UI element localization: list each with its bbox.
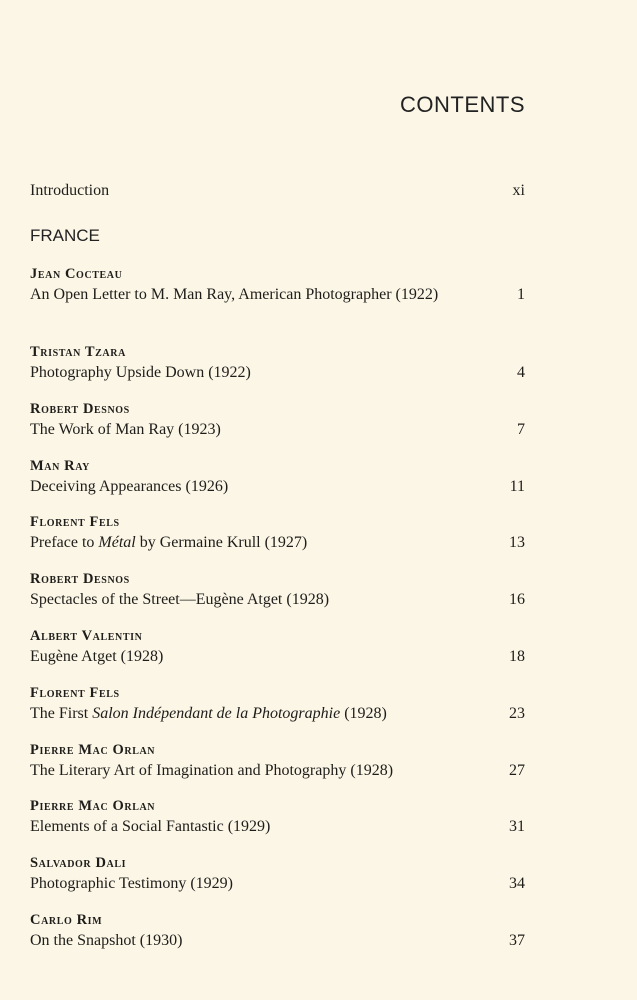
- toc-entry[interactable]: [30, 740, 525, 797]
- entry-title: An Open Letter to M. Man Ray, American Photographer (1922): [30, 286, 439, 303]
- toc-entry[interactable]: [30, 456, 525, 513]
- entry-author: Robert Desnos: [30, 400, 130, 417]
- entry-page: 4: [517, 364, 525, 381]
- introduction-label: Introduction: [30, 182, 110, 199]
- toc-entry[interactable]: [30, 910, 525, 967]
- entry-title: Photography Upside Down (1922): [30, 364, 251, 381]
- page-title: CONTENTS: [400, 92, 525, 117]
- entry-page: 18: [509, 647, 525, 665]
- entry-page: 11: [509, 477, 525, 495]
- entry-title: Photographic Testimony (1929): [30, 875, 234, 893]
- introduction-page: xi: [512, 182, 525, 199]
- entry-page: 23: [509, 704, 525, 722]
- entry-author: Florent Fels: [30, 514, 120, 531]
- toc-entry[interactable]: [30, 399, 525, 456]
- entry-author: Pierre Mac Orlan: [30, 798, 156, 815]
- entry-title: Eugène Atget (1928): [30, 647, 164, 665]
- toc-entry[interactable]: [30, 796, 525, 853]
- entry-title: Deceiving Appearances (1926): [30, 477, 229, 495]
- toc-entries: [30, 264, 525, 967]
- section-heading: FRANCE: [30, 226, 100, 245]
- toc-entry[interactable]: [30, 853, 525, 910]
- entry-author: Albert Valentin: [30, 627, 143, 644]
- entry-title: Spectacles of the Street—Eugène Atget (1928): [30, 591, 330, 609]
- entry-title: Elements of a Social Fantastic (1929): [30, 818, 271, 836]
- entry-page: 7: [517, 420, 525, 438]
- entry-author: Jean Cocteau: [30, 266, 123, 282]
- toc-entry[interactable]: [30, 626, 525, 683]
- entry-page: 27: [509, 761, 525, 779]
- entry-page: 13: [509, 534, 525, 552]
- entry-title: The Literary Art of Imagination and Photography (1928): [30, 761, 394, 779]
- entry-title: Preface to Métal by Germaine Krull (1927): [30, 534, 308, 552]
- toc-entry[interactable]: [30, 342, 525, 399]
- entry-page: 37: [509, 931, 525, 949]
- toc-entry[interactable]: [30, 512, 525, 569]
- entry-page: 31: [509, 818, 525, 836]
- entry-author: Man Ray: [30, 457, 90, 474]
- entry-title-italic: Métal: [98, 534, 136, 552]
- entry-author: Pierre Mac Orlan: [30, 741, 156, 758]
- toc-entry[interactable]: [30, 569, 525, 626]
- toc-entry[interactable]: [30, 264, 525, 342]
- entry-author: Florent Fels: [30, 684, 120, 701]
- entry-page: 1: [517, 286, 525, 303]
- entry-title: The First Salon Indépendant de la Photographie (1928): [30, 704, 387, 722]
- entry-title: The Work of Man Ray (1923): [30, 420, 221, 438]
- entry-title: On the Snapshot (1930): [30, 931, 183, 949]
- toc-entry[interactable]: [30, 683, 525, 740]
- entry-author: Salvador Dali: [30, 855, 127, 872]
- entry-author: Tristan Tzara: [30, 344, 126, 360]
- entry-author: Robert Desnos: [30, 571, 130, 588]
- entry-page: 34: [509, 875, 525, 893]
- entry-title-italic: Salon Indépendant de la Photographie: [92, 704, 341, 722]
- toc-introduction[interactable]: [30, 182, 525, 200]
- entry-author: Carlo Rim: [30, 911, 103, 928]
- entry-page: 16: [509, 591, 525, 609]
